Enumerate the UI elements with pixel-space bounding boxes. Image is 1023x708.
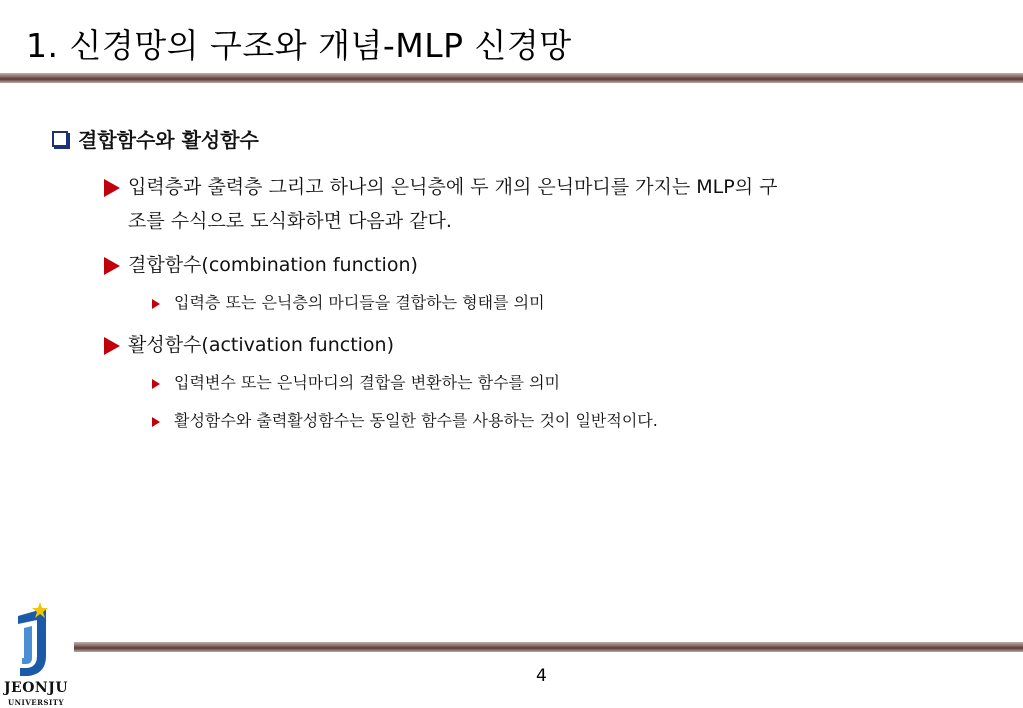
- sub-list-item-text: 활성함수와 출력활성함수는 동일한 함수를 사용하는 것이 일반적이다.: [174, 411, 658, 430]
- small-red-arrowhead-icon: [152, 417, 160, 427]
- list-item-text: 활성함수(activation function): [128, 334, 394, 356]
- list-item-continuation: 조를 수식으로 도식화하면 다음과 같다.: [128, 210, 452, 232]
- sub-list-item: [152, 370, 560, 393]
- list-item: [104, 330, 394, 357]
- small-red-arrowhead-icon: [152, 299, 160, 309]
- list-item: [104, 250, 418, 277]
- logo-wordmark: JEONJU: [3, 680, 69, 696]
- red-arrowhead-icon: [104, 179, 120, 197]
- slide-title: 1. 신경망의 구조와 개념-MLP 신경망: [26, 26, 572, 65]
- section-heading-text: 결합함수와 활성함수: [78, 128, 259, 152]
- sub-list-item: [152, 290, 545, 313]
- logo-subtitle: UNIVERSITY: [8, 698, 64, 707]
- footer-divider-bar: [74, 642, 1023, 652]
- list-item-text: 결합함수(combination function): [128, 254, 418, 276]
- small-red-arrowhead-icon: [152, 379, 160, 389]
- red-arrowhead-icon: [104, 257, 120, 275]
- page-number: 4: [536, 666, 547, 686]
- list-item-text: 입력층과 출력층 그리고 하나의 은닉층에 두 개의 은닉마디를 가지는 MLP의 구: [128, 176, 778, 198]
- sub-list-item-text: 입력변수 또는 은닉마디의 결합을 변환하는 함수를 의미: [174, 373, 561, 392]
- list-item: [104, 172, 777, 199]
- red-arrowhead-icon: [104, 337, 120, 355]
- jeonju-emblem-icon: [0, 598, 72, 680]
- sub-list-item: [152, 408, 658, 431]
- checkbox-square-icon: [52, 131, 68, 147]
- section-heading: [52, 124, 259, 153]
- sub-list-item-text: 입력층 또는 은닉층의 마디들을 결합하는 형태를 의미: [174, 293, 545, 312]
